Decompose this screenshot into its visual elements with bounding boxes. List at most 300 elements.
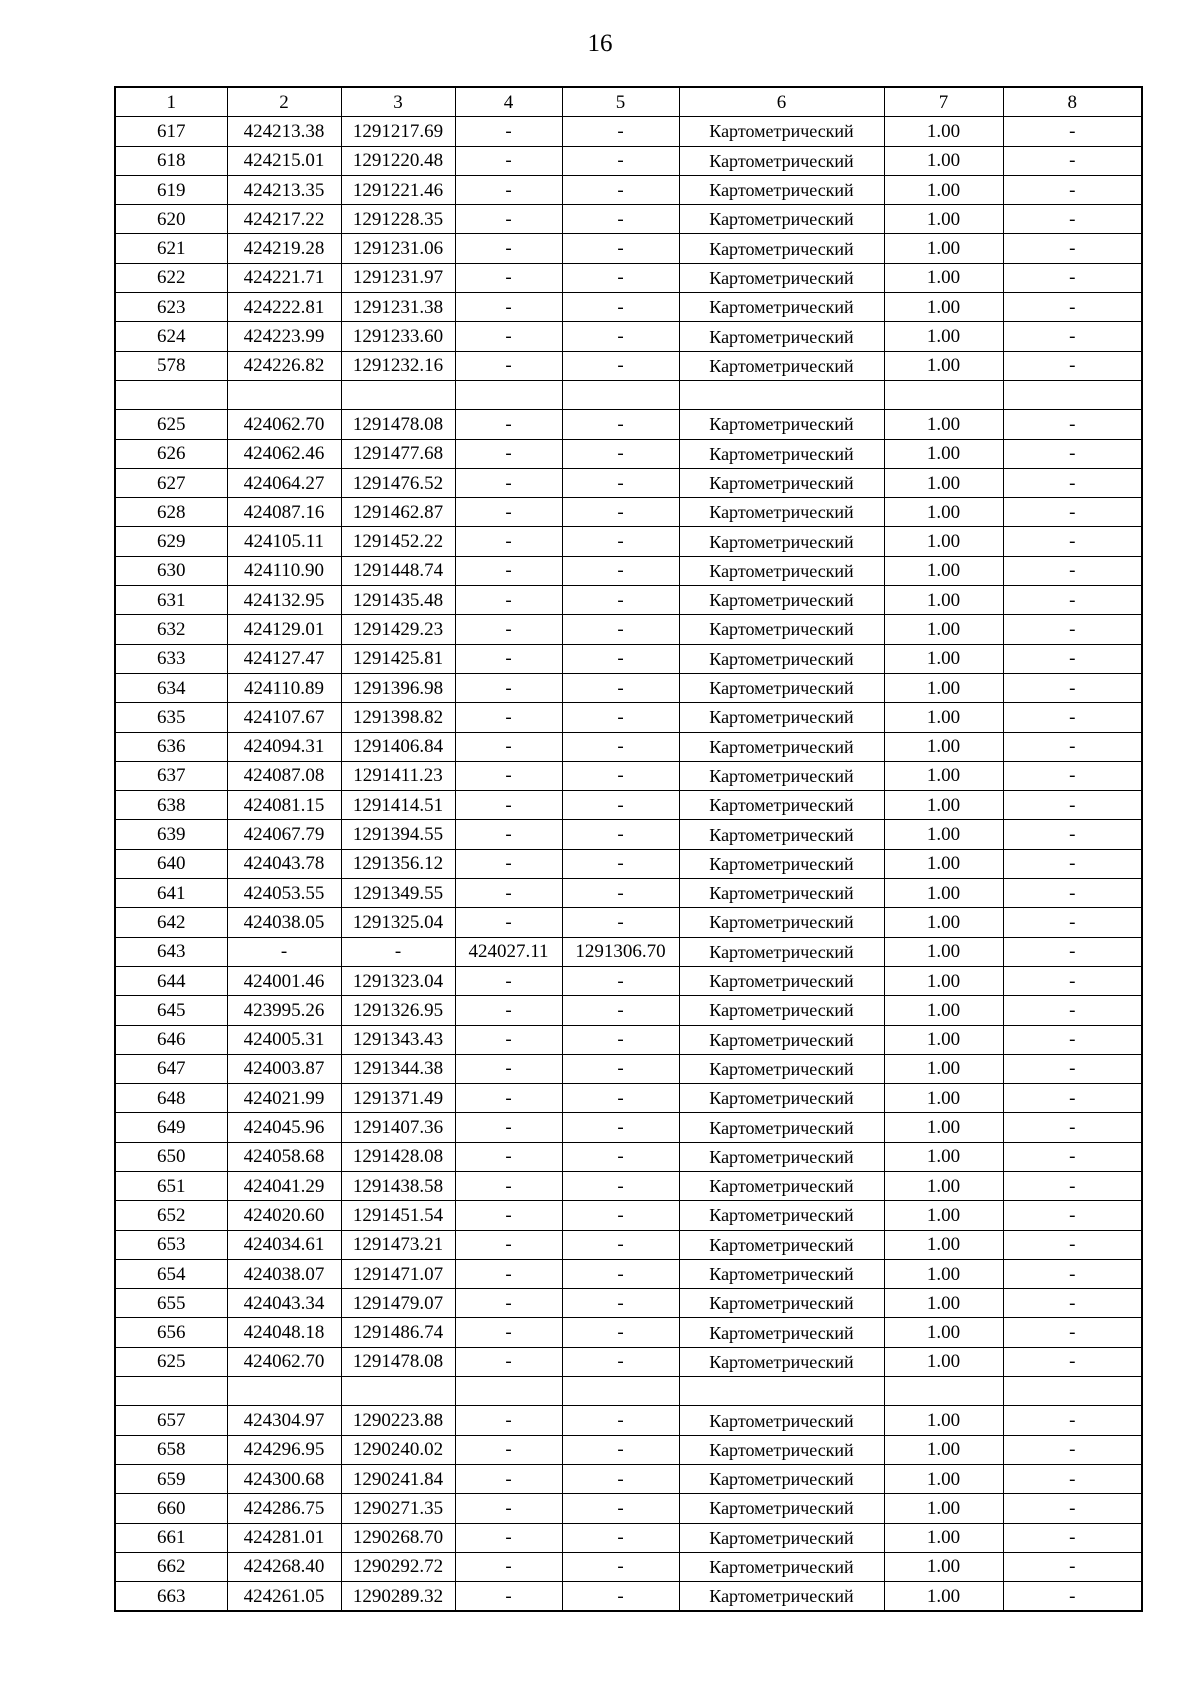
cell-y-coordinate: 1291356.12 (341, 849, 455, 878)
cell-x-new: - (455, 1552, 562, 1581)
table-row (115, 879, 1142, 908)
cell-x-coordinate: 424001.46 (227, 966, 341, 995)
cell-note: - (1003, 498, 1142, 527)
cell-x-coordinate: 424058.68 (227, 1142, 341, 1171)
cell-x-coordinate: 424038.07 (227, 1259, 341, 1288)
cell-x-coordinate: 424067.79 (227, 820, 341, 849)
cell-note: - (1003, 996, 1142, 1025)
cell-x-new: - (455, 1494, 562, 1523)
table-row (115, 1582, 1142, 1612)
cell-point-number: 578 (115, 351, 227, 380)
table-row (115, 703, 1142, 732)
cell-accuracy: 1.00 (884, 1318, 1003, 1347)
cell-y-new: - (562, 175, 679, 204)
cell-x-coordinate: 424043.34 (227, 1289, 341, 1318)
table-header-row (115, 87, 1142, 117)
cell-method: Картометрический (679, 732, 884, 761)
cell-accuracy: 1.00 (884, 673, 1003, 702)
cell-method: Картометрический (679, 703, 884, 732)
cell-x-coordinate: 424045.96 (227, 1113, 341, 1142)
cell-point-number: 624 (115, 322, 227, 351)
cell-accuracy: 1.00 (884, 1289, 1003, 1318)
cell-note: - (1003, 586, 1142, 615)
cell-x-new: - (455, 703, 562, 732)
cell-x-new: - (455, 234, 562, 263)
cell-y-coordinate: 1291452.22 (341, 527, 455, 556)
table-row (115, 1464, 1142, 1493)
cell-accuracy: 1.00 (884, 820, 1003, 849)
cell-x-coordinate: 424062.70 (227, 1347, 341, 1376)
cell-accuracy: 1.00 (884, 1552, 1003, 1581)
cell-x-new: - (455, 263, 562, 292)
cell-note: - (1003, 1171, 1142, 1200)
cell-x-coordinate: 424132.95 (227, 586, 341, 615)
cell-y-new: - (562, 849, 679, 878)
cell-x-coordinate: - (227, 937, 341, 966)
cell-point-number: 627 (115, 468, 227, 497)
cell-point-number: 628 (115, 498, 227, 527)
cell-x-coordinate: 424048.18 (227, 1318, 341, 1347)
cell-x-coordinate: 424020.60 (227, 1201, 341, 1230)
table-row (115, 1318, 1142, 1347)
cell-method: Картометрический (679, 468, 884, 497)
cell-point-number: 631 (115, 586, 227, 615)
cell-y-coordinate: 1291326.95 (341, 996, 455, 1025)
table-row (115, 1230, 1142, 1259)
page-number: 16 (587, 30, 613, 57)
cell-x-coordinate: 424261.05 (227, 1582, 341, 1612)
cell-x-coordinate: 424300.68 (227, 1464, 341, 1493)
cell-point-number: 645 (115, 996, 227, 1025)
cell-method: Картометрический (679, 1171, 884, 1200)
cell-method: Картометрический (679, 1113, 884, 1142)
table-row (115, 1259, 1142, 1288)
cell-method: Картометрический (679, 146, 884, 175)
table-row (115, 732, 1142, 761)
cell-x-coordinate: 424296.95 (227, 1435, 341, 1464)
cell-note: - (1003, 1142, 1142, 1171)
cell-y-new: - (562, 673, 679, 702)
cell-method: Картометрический (679, 644, 884, 673)
table-row (115, 498, 1142, 527)
cell-point-number: 640 (115, 849, 227, 878)
cell-x-coordinate: 424107.67 (227, 703, 341, 732)
table-row (115, 673, 1142, 702)
cell-x-coordinate: 424281.01 (227, 1523, 341, 1552)
table-row (115, 1201, 1142, 1230)
cell-method: Картометрический (679, 527, 884, 556)
cell-y-coordinate: 1291398.82 (341, 703, 455, 732)
cell-x-new: - (455, 498, 562, 527)
cell-x-coordinate: 424094.31 (227, 732, 341, 761)
table-row (115, 1435, 1142, 1464)
table-row (115, 351, 1142, 380)
cell-x-new: - (455, 1582, 562, 1612)
cell-accuracy: 1.00 (884, 908, 1003, 937)
cell-y-new: - (562, 1289, 679, 1318)
cell-x-coordinate: 424043.78 (227, 849, 341, 878)
cell-method: Картометрический (679, 351, 884, 380)
cell-x-new: - (455, 117, 562, 146)
cell-y-new: - (562, 468, 679, 497)
cell-point-number: 662 (115, 1552, 227, 1581)
cell-y-coordinate: 1291448.74 (341, 556, 455, 585)
cell-method (679, 380, 884, 409)
cell-point-number (115, 1377, 227, 1406)
table-row (115, 1494, 1142, 1523)
cell-y-new: - (562, 1464, 679, 1493)
cell-x-new: - (455, 1464, 562, 1493)
cell-x-new: - (455, 527, 562, 556)
cell-note (1003, 380, 1142, 409)
cell-method: Картометрический (679, 966, 884, 995)
cell-x-new (455, 380, 562, 409)
cell-y-new: - (562, 205, 679, 234)
cell-x-new: - (455, 146, 562, 175)
cell-x-new (455, 1377, 562, 1406)
cell-point-number: 658 (115, 1435, 227, 1464)
cell-x-coordinate: 424127.47 (227, 644, 341, 673)
cell-method: Картометрический (679, 175, 884, 204)
cell-x-new: - (455, 439, 562, 468)
table-row (115, 937, 1142, 966)
cell-note (1003, 1377, 1142, 1406)
cell-method: Картометрический (679, 1523, 884, 1552)
cell-method: Картометрический (679, 1582, 884, 1612)
cell-method: Картометрический (679, 293, 884, 322)
table-row (115, 791, 1142, 820)
cell-y-new: - (562, 527, 679, 556)
cell-x-coordinate: 424041.29 (227, 1171, 341, 1200)
cell-note: - (1003, 1025, 1142, 1054)
cell-accuracy: 1.00 (884, 1142, 1003, 1171)
cell-note: - (1003, 234, 1142, 263)
cell-y-coordinate: 1291325.04 (341, 908, 455, 937)
cell-x-new: - (455, 791, 562, 820)
cell-y-new: - (562, 351, 679, 380)
cell-note: - (1003, 1435, 1142, 1464)
cell-method: Картометрический (679, 1464, 884, 1493)
cell-y-new: - (562, 761, 679, 790)
cell-method: Картометрический (679, 791, 884, 820)
cell-accuracy: 1.00 (884, 761, 1003, 790)
cell-y-new: - (562, 1582, 679, 1612)
cell-accuracy: 1.00 (884, 1259, 1003, 1288)
column-header-5: 5 (562, 87, 679, 117)
table-row (115, 410, 1142, 439)
cell-y-coordinate: 1291414.51 (341, 791, 455, 820)
cell-accuracy: 1.00 (884, 1054, 1003, 1083)
cell-x-new: - (455, 410, 562, 439)
cell-y-coordinate: 1290271.35 (341, 1494, 455, 1523)
cell-x-coordinate: 424034.61 (227, 1230, 341, 1259)
cell-note: - (1003, 293, 1142, 322)
cell-y-new: - (562, 966, 679, 995)
cell-x-coordinate: 424226.82 (227, 351, 341, 380)
cell-y-coordinate: 1290223.88 (341, 1406, 455, 1435)
cell-y-new: - (562, 1552, 679, 1581)
cell-note: - (1003, 1259, 1142, 1288)
cell-point-number: 638 (115, 791, 227, 820)
cell-point-number: 649 (115, 1113, 227, 1142)
cell-method: Картометрический (679, 1259, 884, 1288)
cell-accuracy: 1.00 (884, 1582, 1003, 1612)
cell-method: Картометрический (679, 1406, 884, 1435)
cell-point-number: 633 (115, 644, 227, 673)
cell-y-coordinate: 1291471.07 (341, 1259, 455, 1288)
cell-point-number: 648 (115, 1084, 227, 1113)
cell-y-coordinate: 1291473.21 (341, 1230, 455, 1259)
cell-y-coordinate: 1291476.52 (341, 468, 455, 497)
cell-method: Картометрический (679, 1025, 884, 1054)
cell-accuracy: 1.00 (884, 556, 1003, 585)
cell-x-new: - (455, 879, 562, 908)
cell-point-number: 656 (115, 1318, 227, 1347)
cell-x-new: - (455, 966, 562, 995)
cell-y-new: - (562, 498, 679, 527)
cell-method: Картометрический (679, 205, 884, 234)
cell-x-new: - (455, 175, 562, 204)
cell-accuracy: 1.00 (884, 468, 1003, 497)
cell-accuracy: 1.00 (884, 1171, 1003, 1200)
cell-y-new: - (562, 644, 679, 673)
cell-accuracy: 1.00 (884, 644, 1003, 673)
cell-note: - (1003, 1054, 1142, 1083)
cell-y-new: - (562, 1201, 679, 1230)
cell-y-coordinate: 1291407.36 (341, 1113, 455, 1142)
cell-point-number: 622 (115, 263, 227, 292)
cell-accuracy: 1.00 (884, 205, 1003, 234)
cell-note: - (1003, 146, 1142, 175)
cell-method: Картометрический (679, 937, 884, 966)
cell-method: Картометрический (679, 1142, 884, 1171)
cell-note: - (1003, 937, 1142, 966)
cell-point-number: 643 (115, 937, 227, 966)
cell-x-coordinate: 424221.71 (227, 263, 341, 292)
cell-point-number: 639 (115, 820, 227, 849)
cell-accuracy: 1.00 (884, 234, 1003, 263)
cell-accuracy (884, 1377, 1003, 1406)
cell-accuracy: 1.00 (884, 1523, 1003, 1552)
cell-y-coordinate (341, 1377, 455, 1406)
cell-note: - (1003, 322, 1142, 351)
cell-note: - (1003, 1582, 1142, 1612)
table-row (115, 996, 1142, 1025)
table-row (115, 1142, 1142, 1171)
cell-note: - (1003, 1406, 1142, 1435)
cell-x-coordinate: 424062.70 (227, 410, 341, 439)
cell-note: - (1003, 468, 1142, 497)
cell-y-coordinate: 1290241.84 (341, 1464, 455, 1493)
cell-y-new: - (562, 1318, 679, 1347)
cell-x-new: - (455, 644, 562, 673)
cell-x-new: 424027.11 (455, 937, 562, 966)
cell-y-coordinate: 1291479.07 (341, 1289, 455, 1318)
cell-point-number: 632 (115, 615, 227, 644)
cell-note: - (1003, 732, 1142, 761)
cell-accuracy: 1.00 (884, 966, 1003, 995)
table-row (115, 1377, 1142, 1406)
cell-point-number: 655 (115, 1289, 227, 1318)
cell-method: Картометрический (679, 1230, 884, 1259)
cell-method: Картометрический (679, 761, 884, 790)
table-row (115, 1113, 1142, 1142)
cell-y-coordinate: 1291371.49 (341, 1084, 455, 1113)
cell-x-coordinate: 424110.90 (227, 556, 341, 585)
cell-y-new: - (562, 117, 679, 146)
table-row (115, 586, 1142, 615)
cell-method: Картометрический (679, 1318, 884, 1347)
cell-accuracy: 1.00 (884, 586, 1003, 615)
coordinates-table (114, 86, 1143, 1612)
cell-accuracy (884, 380, 1003, 409)
cell-accuracy: 1.00 (884, 1435, 1003, 1464)
cell-x-coordinate: 424219.28 (227, 234, 341, 263)
cell-method: Картометрический (679, 908, 884, 937)
cell-y-new: - (562, 556, 679, 585)
cell-point-number: 651 (115, 1171, 227, 1200)
cell-y-new: - (562, 146, 679, 175)
cell-x-new: - (455, 1084, 562, 1113)
cell-y-new: - (562, 293, 679, 322)
cell-x-coordinate: 424215.01 (227, 146, 341, 175)
cell-note: - (1003, 1347, 1142, 1376)
cell-y-new: - (562, 1494, 679, 1523)
cell-accuracy: 1.00 (884, 410, 1003, 439)
cell-y-new: - (562, 322, 679, 351)
cell-y-coordinate: 1290268.70 (341, 1523, 455, 1552)
cell-method: Картометрический (679, 1347, 884, 1376)
cell-point-number: 636 (115, 732, 227, 761)
column-header-7: 7 (884, 87, 1003, 117)
cell-note: - (1003, 1201, 1142, 1230)
table-row (115, 644, 1142, 673)
cell-y-new: - (562, 1230, 679, 1259)
cell-x-new: - (455, 996, 562, 1025)
cell-point-number: 629 (115, 527, 227, 556)
cell-accuracy: 1.00 (884, 498, 1003, 527)
table-row (115, 1289, 1142, 1318)
cell-y-new (562, 380, 679, 409)
cell-accuracy: 1.00 (884, 1494, 1003, 1523)
cell-method: Картометрический (679, 1494, 884, 1523)
cell-point-number: 646 (115, 1025, 227, 1054)
cell-point-number: 634 (115, 673, 227, 702)
cell-y-coordinate: 1291232.16 (341, 351, 455, 380)
cell-y-new: - (562, 1435, 679, 1464)
cell-y-coordinate: 1290240.02 (341, 1435, 455, 1464)
cell-method: Картометрический (679, 556, 884, 585)
cell-point-number: 621 (115, 234, 227, 263)
cell-point-number: 620 (115, 205, 227, 234)
table-row (115, 1054, 1142, 1083)
cell-note: - (1003, 1113, 1142, 1142)
cell-x-new: - (455, 1113, 562, 1142)
cell-x-coordinate: 424222.81 (227, 293, 341, 322)
cell-y-new: - (562, 234, 679, 263)
cell-y-coordinate: 1291217.69 (341, 117, 455, 146)
table-row (115, 175, 1142, 204)
cell-x-coordinate: 424213.35 (227, 175, 341, 204)
cell-y-coordinate: 1291425.81 (341, 644, 455, 673)
table-row (115, 293, 1142, 322)
cell-x-new: - (455, 1025, 562, 1054)
cell-method: Картометрический (679, 439, 884, 468)
cell-y-coordinate: 1291231.97 (341, 263, 455, 292)
cell-point-number: 630 (115, 556, 227, 585)
cell-accuracy: 1.00 (884, 937, 1003, 966)
cell-point-number: 641 (115, 879, 227, 908)
cell-accuracy: 1.00 (884, 263, 1003, 292)
table-row (115, 1347, 1142, 1376)
cell-y-coordinate: 1291451.54 (341, 1201, 455, 1230)
cell-x-coordinate: 424038.05 (227, 908, 341, 937)
cell-x-new: - (455, 1318, 562, 1347)
cell-y-coordinate: 1291323.04 (341, 966, 455, 995)
cell-accuracy: 1.00 (884, 1464, 1003, 1493)
table-row (115, 234, 1142, 263)
cell-x-coordinate: 424105.11 (227, 527, 341, 556)
cell-y-new: - (562, 1259, 679, 1288)
cell-method: Картометрический (679, 498, 884, 527)
cell-y-coordinate: 1291478.08 (341, 410, 455, 439)
cell-method: Картометрический (679, 1201, 884, 1230)
cell-y-new: - (562, 586, 679, 615)
cell-y-new: - (562, 410, 679, 439)
cell-note: - (1003, 1494, 1142, 1523)
cell-y-coordinate: 1291394.55 (341, 820, 455, 849)
cell-point-number: 625 (115, 1347, 227, 1376)
cell-y-new: - (562, 1025, 679, 1054)
table-row (115, 322, 1142, 351)
cell-point-number: 653 (115, 1230, 227, 1259)
cell-note: - (1003, 644, 1142, 673)
cell-note: - (1003, 1318, 1142, 1347)
cell-method: Картометрический (679, 1084, 884, 1113)
cell-accuracy: 1.00 (884, 351, 1003, 380)
cell-accuracy: 1.00 (884, 439, 1003, 468)
cell-note: - (1003, 1230, 1142, 1259)
cell-accuracy: 1.00 (884, 117, 1003, 146)
cell-note: - (1003, 703, 1142, 732)
cell-x-coordinate: 424021.99 (227, 1084, 341, 1113)
cell-y-coordinate: 1291411.23 (341, 761, 455, 790)
cell-accuracy: 1.00 (884, 527, 1003, 556)
cell-note: - (1003, 908, 1142, 937)
cell-y-new: - (562, 615, 679, 644)
cell-y-coordinate: 1291428.08 (341, 1142, 455, 1171)
cell-note: - (1003, 175, 1142, 204)
cell-x-coordinate: 424223.99 (227, 322, 341, 351)
cell-method: Картометрический (679, 879, 884, 908)
cell-y-coordinate: 1290289.32 (341, 1582, 455, 1612)
cell-y-coordinate: 1291478.08 (341, 1347, 455, 1376)
table-row (115, 117, 1142, 146)
cell-note: - (1003, 1084, 1142, 1113)
cell-point-number: 618 (115, 146, 227, 175)
cell-accuracy: 1.00 (884, 849, 1003, 878)
cell-y-coordinate: 1291343.43 (341, 1025, 455, 1054)
cell-y-coordinate: 1291231.38 (341, 293, 455, 322)
cell-accuracy: 1.00 (884, 1025, 1003, 1054)
cell-point-number: 650 (115, 1142, 227, 1171)
table-row (115, 761, 1142, 790)
table-row (115, 380, 1142, 409)
table-row (115, 966, 1142, 995)
cell-x-new: - (455, 732, 562, 761)
cell-y-new: - (562, 1347, 679, 1376)
cell-y-coordinate: 1291486.74 (341, 1318, 455, 1347)
